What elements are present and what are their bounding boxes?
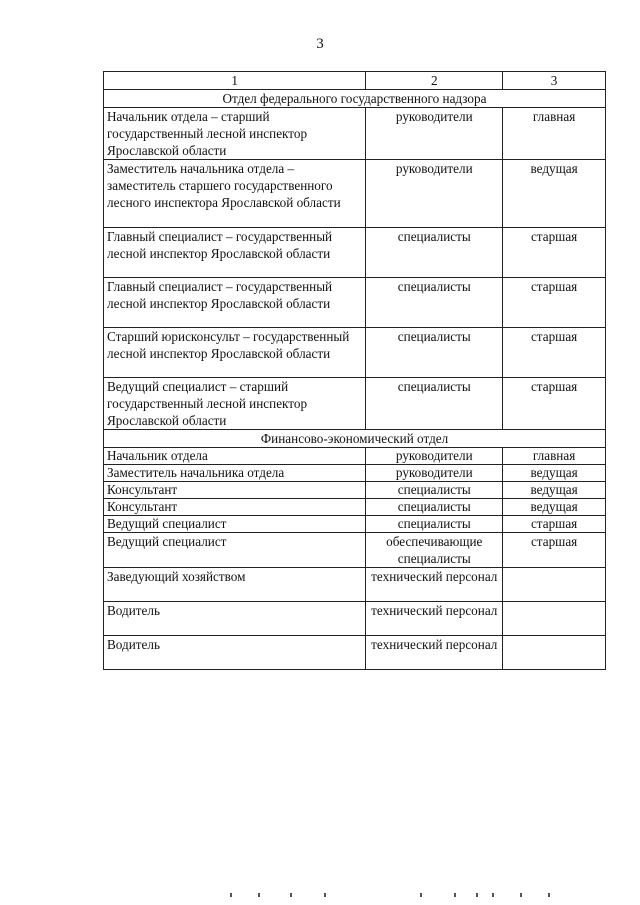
position-cell: Главный специалист – государственный лесной инспектор Ярославской области (104, 228, 366, 278)
category-cell: руководители (366, 448, 503, 465)
category-cell: специалисты (366, 499, 503, 516)
section-title: Отдел федерального государственного надзора (104, 90, 606, 108)
table-row (104, 108, 606, 160)
group-cell: старшая (503, 378, 606, 430)
group-cell (503, 602, 606, 636)
category-cell: специалисты (366, 482, 503, 499)
table-row (104, 448, 606, 465)
group-cell: старшая (503, 328, 606, 378)
group-cell: старшая (503, 533, 606, 568)
table-row (104, 278, 606, 328)
table-row (104, 160, 606, 228)
category-cell: технический персонал (366, 568, 503, 602)
scan-mark (520, 893, 522, 897)
table-row (104, 378, 606, 430)
column-header-2: 2 (366, 72, 503, 90)
scan-mark (476, 893, 478, 897)
table-row (104, 482, 606, 499)
position-cell: Консультант (104, 482, 366, 499)
table-row (104, 636, 606, 670)
category-cell: технический персонал (366, 602, 503, 636)
scan-mark (548, 893, 550, 897)
table-row (104, 465, 606, 482)
table-row (104, 568, 606, 602)
table-row (104, 228, 606, 278)
section-row-federal-supervision (104, 90, 606, 108)
group-cell: ведущая (503, 465, 606, 482)
table-row (104, 533, 606, 568)
staffing-table (103, 71, 606, 670)
category-cell: руководители (366, 465, 503, 482)
section-title: Финансово-экономический отдел (104, 430, 606, 448)
table-row (104, 516, 606, 533)
category-cell: специалисты (366, 516, 503, 533)
table-header-row (104, 72, 606, 90)
scan-mark (230, 893, 232, 897)
group-cell: ведущая (503, 160, 606, 228)
group-cell: главная (503, 108, 606, 160)
scan-artifact-marks (230, 893, 560, 899)
position-cell: Начальник отдела – старший государственный лесной инспектор Ярославской области (104, 108, 366, 160)
position-cell: Ведущий специалист (104, 516, 366, 533)
table-row (104, 499, 606, 516)
category-cell: специалисты (366, 378, 503, 430)
group-cell: старшая (503, 516, 606, 533)
category-cell: обеспечивающие специалисты (366, 533, 503, 568)
category-cell: руководители (366, 108, 503, 160)
position-cell: Старший юрисконсульт – государственный лесной инспектор Ярославской области (104, 328, 366, 378)
group-cell: старшая (503, 228, 606, 278)
position-cell: Водитель (104, 636, 366, 670)
position-cell: Заместитель начальника отдела (104, 465, 366, 482)
section-row-finance-economics (104, 430, 606, 448)
scan-mark (420, 893, 422, 897)
category-cell: специалисты (366, 228, 503, 278)
table-row (104, 602, 606, 636)
position-cell: Ведущий специалист – старший государственный лесной инспектор Ярославской области (104, 378, 366, 430)
scan-mark (258, 893, 260, 897)
position-cell: Ведущий специалист (104, 533, 366, 568)
category-cell: технический персонал (366, 636, 503, 670)
position-cell: Заведующий хозяйством (104, 568, 366, 602)
column-header-1: 1 (104, 72, 366, 90)
scan-mark (324, 893, 326, 897)
page-number: 3 (316, 36, 324, 52)
position-cell: Заместитель начальника отдела – заместитель старшего государственного лесного инспектора Ярославской области (104, 160, 366, 228)
scan-mark (454, 893, 456, 897)
position-cell: Водитель (104, 602, 366, 636)
group-cell: главная (503, 448, 606, 465)
group-cell (503, 568, 606, 602)
category-cell: специалисты (366, 328, 503, 378)
scan-mark (492, 893, 494, 897)
category-cell: руководители (366, 160, 503, 228)
group-cell (503, 636, 606, 670)
position-cell: Начальник отдела (104, 448, 366, 465)
position-cell: Главный специалист – государственный лесной инспектор Ярославской области (104, 278, 366, 328)
scan-mark (290, 893, 292, 897)
group-cell: ведущая (503, 499, 606, 516)
position-cell: Консультант (104, 499, 366, 516)
category-cell: специалисты (366, 278, 503, 328)
group-cell: ведущая (503, 482, 606, 499)
group-cell: старшая (503, 278, 606, 328)
column-header-3: 3 (503, 72, 606, 90)
table-row (104, 328, 606, 378)
